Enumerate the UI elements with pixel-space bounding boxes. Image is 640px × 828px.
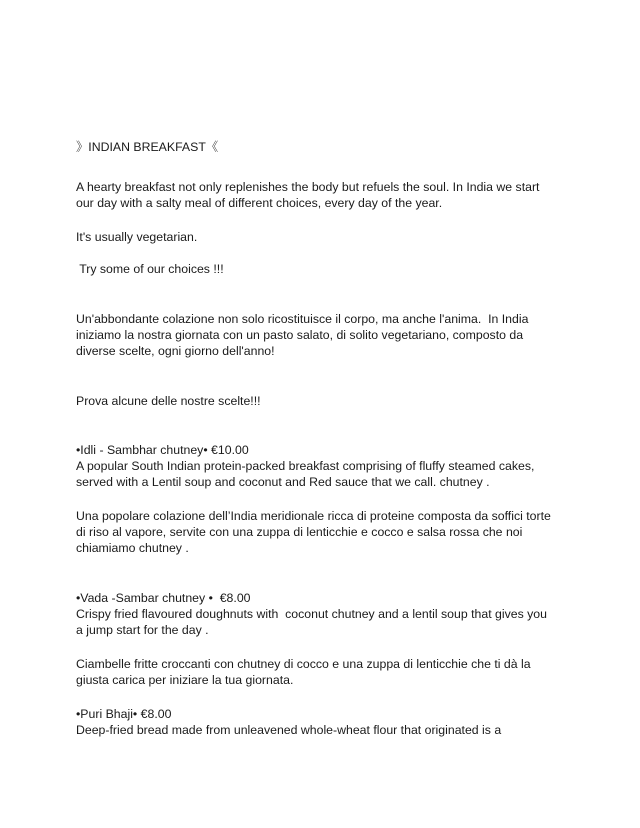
intro-en-try: Try some of our choices !!!	[76, 262, 224, 276]
page-title: 》INDIAN BREAKFAST《	[76, 140, 219, 154]
intro-it-line-2: iniziamo la nostra giornata con un pasto salato, di solito vegetariano, composto da	[76, 328, 524, 342]
menu-item-desc-en: a jump start for the day .	[76, 623, 209, 637]
menu-item-desc-it: Ciambelle fritte croccanti con chutney di cocco e una zuppa di lenticchie che ti dà la	[76, 657, 531, 671]
menu-item-title: •Idli - Sambhar chutney• €10.00	[76, 443, 249, 457]
intro-it-line-3: diverse scelte, ogni giorno dell'anno!	[76, 344, 275, 358]
menu-item-desc-it: giusta carica per iniziare la tua giornata.	[76, 673, 294, 687]
menu-item-desc-en: A popular South Indian protein-packed breakfast comprising of fluffy steamed cakes,	[76, 459, 535, 473]
menu-item-desc-it: Una popolare colazione dell’India meridionale ricca di proteine composta da soffici torte	[76, 509, 551, 523]
menu-item-desc-en: Crispy fried flavoured doughnuts with coconut chutney and a lentil soup that gives you	[76, 607, 547, 621]
menu-item-desc-it: di riso al vapore, servite con una zuppa di lenticchie e cocco e salsa rossa che noi	[76, 525, 523, 539]
intro-en-vegetarian: It's usually vegetarian.	[76, 230, 198, 244]
menu-item-title: •Puri Bhaji• €8.00	[76, 707, 172, 721]
menu-item-title: •Vada -Sambar chutney • €8.00	[76, 591, 251, 605]
intro-it-line-1: Un'abbondante colazione non solo ricostituisce il corpo, ma anche l'anima. In India	[76, 312, 529, 326]
intro-en-line-2: our day with a salty meal of different choices, every day of the year.	[76, 196, 443, 210]
menu-item-desc-en: Deep-fried bread made from unleavened whole-wheat flour that originated is a	[76, 723, 502, 737]
intro-en-line-1: A hearty breakfast not only replenishes the body but refuels the soul. In India we start	[76, 180, 540, 194]
menu-item-desc-it: chiamiamo chutney .	[76, 541, 189, 555]
menu-item-desc-en: served with a Lentil soup and coconut and Red sauce that we call. chutney .	[76, 475, 490, 489]
intro-it-try: Prova alcune delle nostre scelte!!!	[76, 394, 261, 408]
